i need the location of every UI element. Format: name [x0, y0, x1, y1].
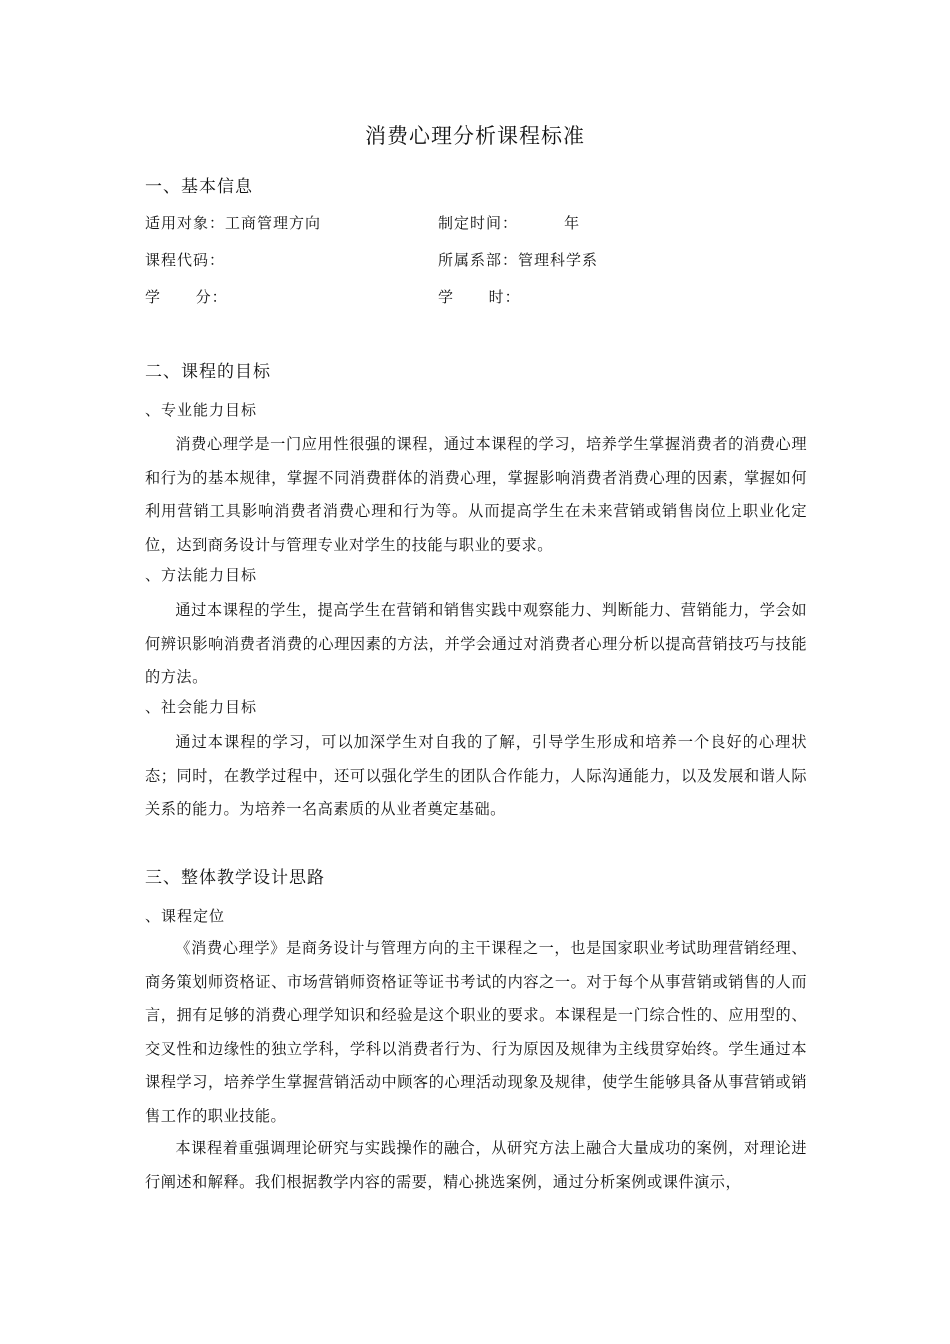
info-hours: 学 时：: [438, 288, 521, 306]
info-target-audience: 适用对象：工商管理方向: [145, 214, 322, 232]
info-credits: 学 分：: [145, 288, 228, 306]
paragraph-professional-ability: 消费心理学是一门应用性很强的课程，通过本课程的学习，培养学生掌握消费者的消费心理和行为的基本规律，掌握不同消费群体的消费心理，掌握影响消费者消费心理的因素，掌握如何利用营销工具影响消费者消费心理和行为等。从而提高学生在未来营销或销售岗位上职业化定位，达到商务设计与管理专业对学生的技能与职业的要求。: [145, 435, 807, 554]
subheading-professional-ability: 、专业能力目标: [145, 401, 258, 419]
paragraph-method-ability: 通过本课程的学生，提高学生在营销和销售实践中观察能力、判断能力、营销能力，学会如何辨识影响消费者消费的心理因素的方法，并学会通过对消费者心理分析以提高营销技巧与技能的方法。: [145, 601, 807, 686]
info-department: 所属系部：管理科学系: [438, 251, 599, 269]
section-heading-teaching-design: 三、整体教学设计思路: [145, 868, 325, 888]
section-heading-basic-info: 一、基本信息: [145, 177, 253, 197]
subheading-course-positioning: 、课程定位: [145, 907, 226, 925]
info-course-code: 课程代码：: [145, 251, 226, 269]
paragraph-course-emphasis: 本课程着重强调理论研究与实践操作的融合，从研究方法上融合大量成功的案例，对理论进行阐述和解释。我们根据教学内容的需要，精心挑选案例，通过分析案例或课件演示，: [145, 1139, 807, 1191]
paragraph-course-positioning: 《消费心理学》是商务设计与管理方向的主干课程之一，也是国家职业考试助理营销经理、商务策划师资格证、市场营销师资格证等证书考试的内容之一。对于每个从事营销或销售的人而言，拥有足够的消费心理学知识和经验是这个职业的要求。本课程是一门综合性的、应用型的、交叉性和边缘性的独立学科，学科以消费者行为、行为原因及规律为主线贯穿始终。学生通过本课程学习，培养学生掌握营销活动中顾客的心理活动现象及规律，使学生能够具备从事营销或销售工作的职业技能。: [145, 939, 807, 1125]
section-heading-course-goals: 二、课程的目标: [145, 362, 271, 382]
document-title: 消费心理分析课程标准: [365, 124, 585, 148]
info-created-date: 制定时间： 年: [438, 214, 581, 232]
subheading-method-ability: 、方法能力目标: [145, 566, 258, 584]
subheading-social-ability: 、社会能力目标: [145, 698, 258, 716]
paragraph-social-ability: 通过本课程的学习，可以加深学生对自我的了解，引导学生形成和培养一个良好的心理状态；同时，在教学过程中，还可以强化学生的团队合作能力，人际沟通能力，以及发展和谐人际关系的能力。为培养一名高素质的从业者奠定基础。: [145, 733, 807, 818]
